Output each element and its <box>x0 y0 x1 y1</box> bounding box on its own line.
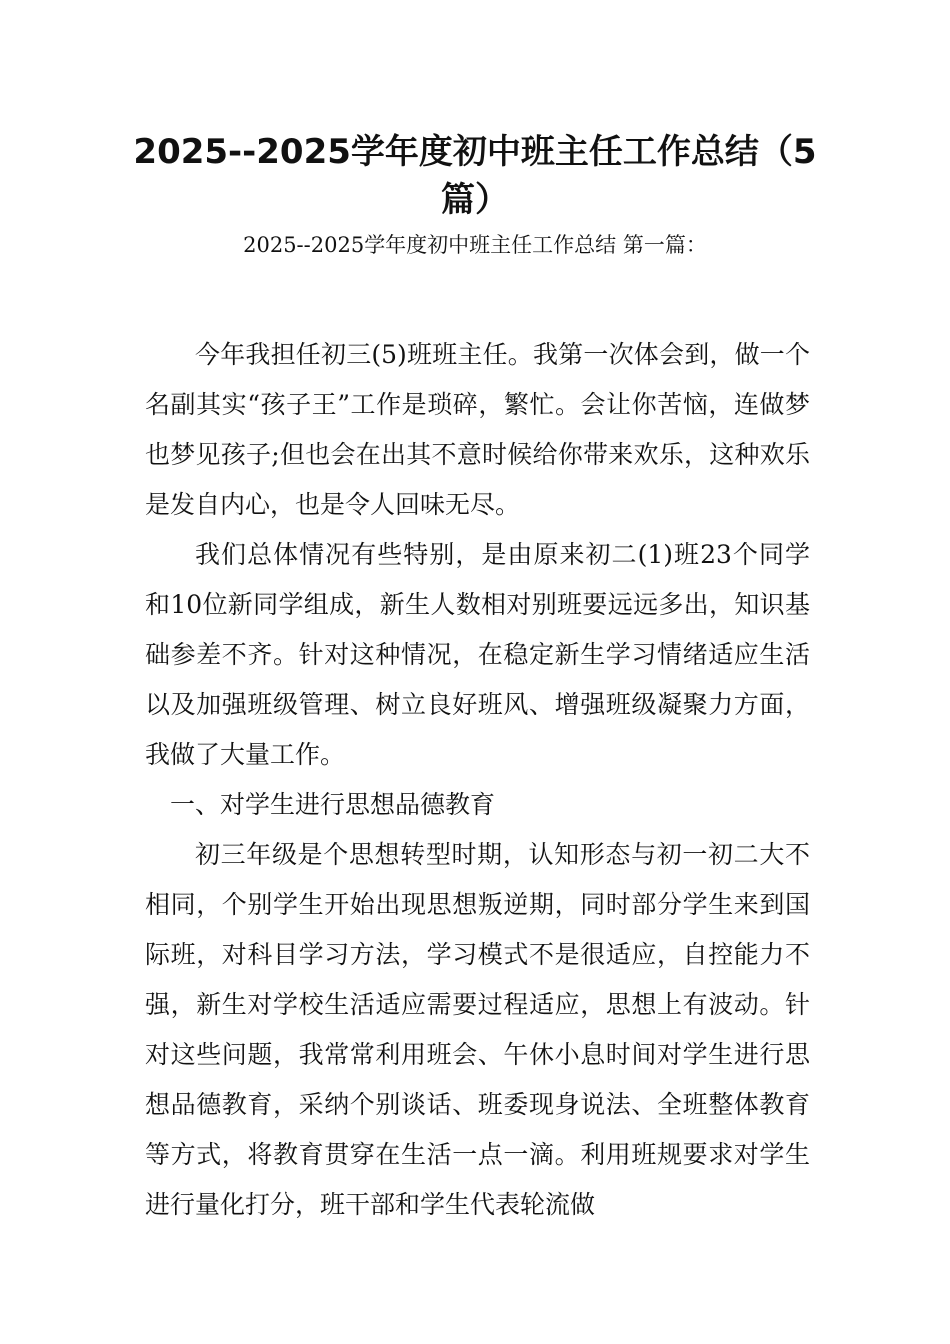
document-subtitle: 2025--2025学年度初中班主任工作总结 第一篇： <box>243 233 707 257</box>
document-title: 2025--2025学年度初中班主任工作总结（5篇） <box>133 132 817 220</box>
paragraph-2: 我们总体情况有些特别，是由原来初二(1)班23个同学和10位新同学组成，新生人数相对别班要远远多出，知识基础参差不齐。针对这种情况，在稳定新生学习情绪适应生活以及加强班级管理、树立良好班风、增强班级凝聚力方面，我做了大量工作。 <box>145 540 810 769</box>
document-body <box>145 330 810 1230</box>
paragraph-1: 今年我担任初三(5)班班主任。我第一次体会到，做一个名副其实“孩子王”工作是琐碎，繁忙。会让你苦恼，连做梦也梦见孩子;但也会在出其不意时候给你带来欢乐，这种欢乐是发自内心，也是令人回味无尽。 <box>145 340 810 519</box>
section-heading: 一、对学生进行思想品德教育 <box>170 790 496 819</box>
paragraph-3: 初三年级是个思想转型时期，认知形态与初一初二大不相同，个别学生开始出现思想叛逆期，同时部分学生来到国际班，对科目学习方法，学习模式不是很适应，自控能力不强，新生对学校生活适应需要过程适应，思想上有波动。针对这些问题，我常常利用班会、午休小息时间对学生进行思想品德教育，采纳个别谈话、班委现身说法、全班整体教育等方式，将教育贯穿在生活一点一滴。利用班规要求对学生进行量化打分，班干部和学生代表轮流做 <box>145 840 810 1219</box>
